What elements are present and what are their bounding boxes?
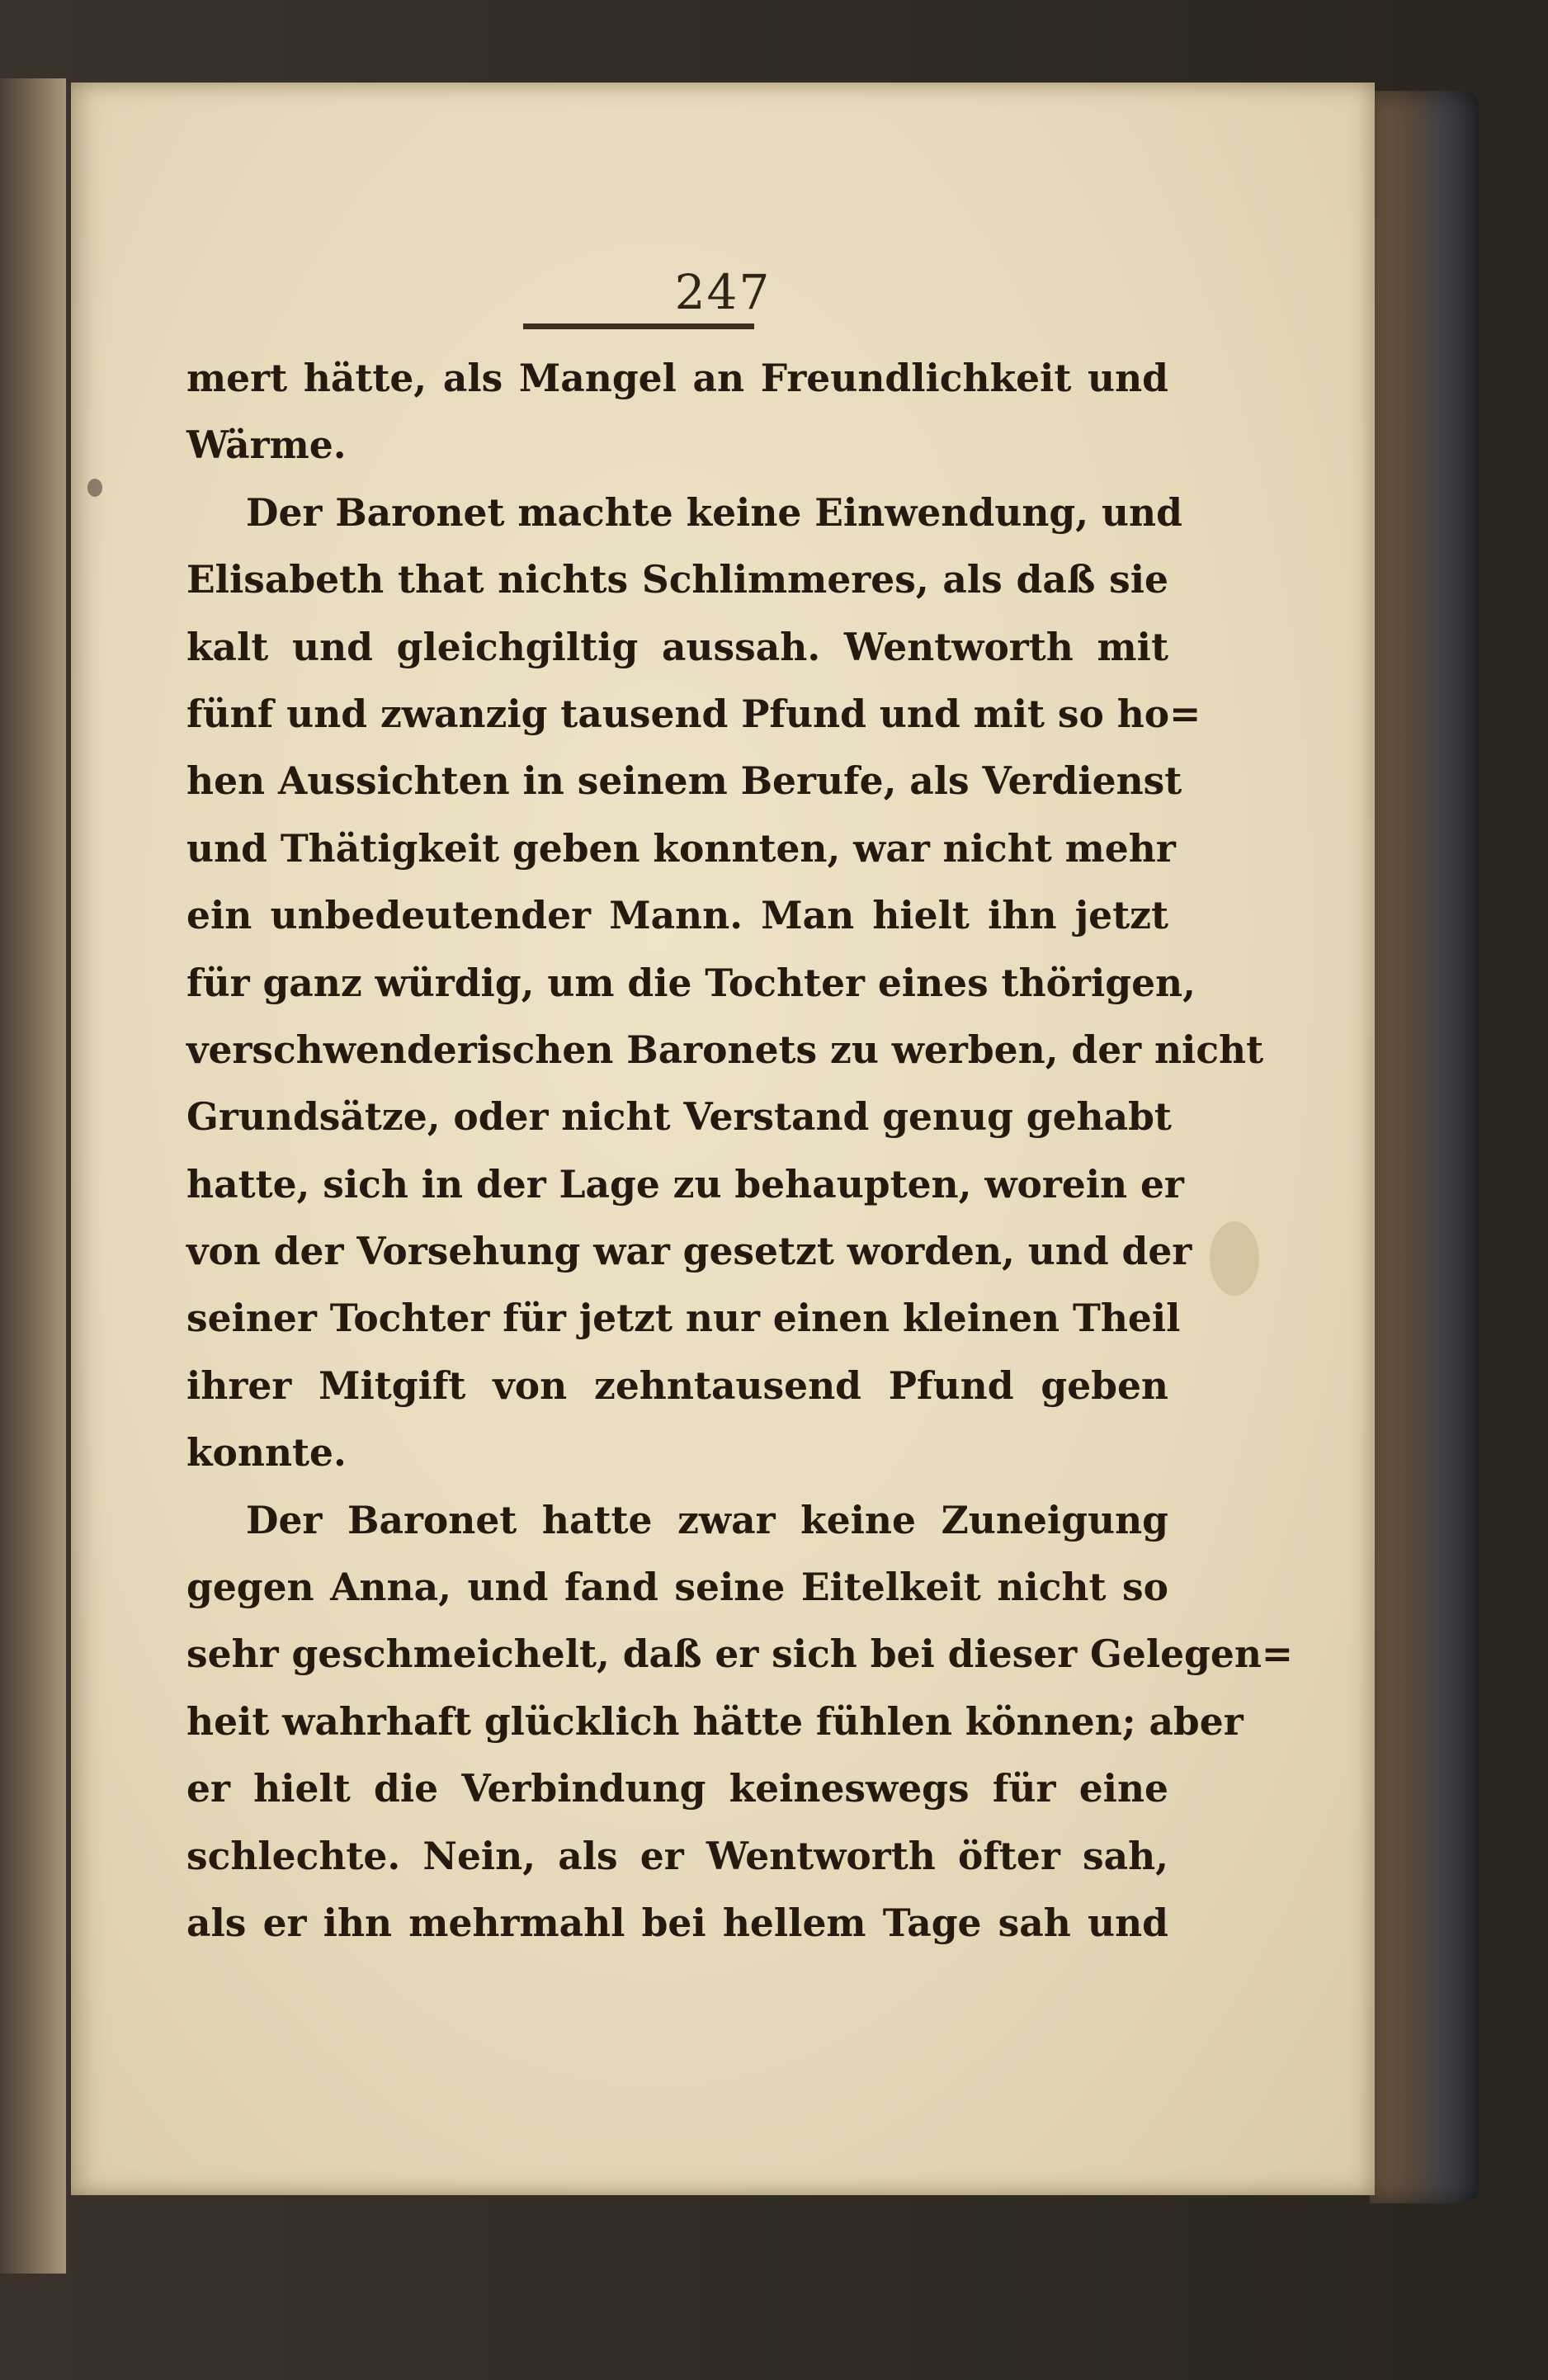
text-line: für ganz würdig, um die Tochter eines thörigen, bbox=[186, 960, 1196, 1005]
header-rule bbox=[523, 323, 754, 329]
text-line: er hielt die Verbindung keineswegs für eine bbox=[186, 1766, 1168, 1811]
text-line: ein unbedeutender Mann. Man hielt ihn jetzt bbox=[186, 893, 1168, 938]
text-line: gegen Anna, und fand seine Eitelkeit nicht so bbox=[186, 1565, 1168, 1610]
text-line: kalt und gleichgiltig aussah. Wentworth mit bbox=[186, 624, 1168, 669]
text-line: ihrer Mitgift von zehntausend Pfund geben bbox=[186, 1362, 1168, 1408]
text-line: sehr geschmeichelt, daß er sich bei dieser Gelegen= bbox=[186, 1632, 1294, 1677]
text-line: Elisabeth that nichts Schlimmeres, als daß sie bbox=[186, 557, 1168, 602]
text-line: Grundsätze, oder nicht Verstand genug gehabt bbox=[186, 1094, 1172, 1140]
paper-stain bbox=[1210, 1221, 1259, 1296]
text-line: Der Baronet machte keine Einwendung, und bbox=[246, 489, 1182, 535]
text-line: seiner Tochter für jetzt nur einen kleinen Theil bbox=[186, 1296, 1181, 1341]
text-line: als er ihn mehrmahl bei hellem Tage sah und bbox=[186, 1900, 1168, 1945]
text-line: fünf und zwanzig tausend Pfund und mit so ho= bbox=[186, 691, 1201, 736]
text-line: Der Baronet hatte zwar keine Zuneigung bbox=[246, 1497, 1168, 1542]
page-number: 247 bbox=[674, 264, 772, 320]
text-line: mert hätte, als Mangel an Freundlichkeit und bbox=[186, 356, 1168, 400]
text-line: und Thätigkeit geben konnten, war nicht mehr bbox=[186, 825, 1176, 871]
text-line: hen Aussichten in seinem Berufe, als Verdienst bbox=[186, 758, 1182, 804]
book-page bbox=[71, 83, 1375, 2195]
facing-page-edge bbox=[0, 78, 68, 2274]
text-line: Wärme. bbox=[186, 423, 347, 468]
body-text bbox=[186, 345, 1294, 1957]
paper-stain bbox=[87, 479, 102, 497]
book-cover-board bbox=[1370, 91, 1479, 2203]
text-line: hatte, sich in der Lage zu behaupten, worein er bbox=[186, 1161, 1184, 1207]
text-line: heit wahrhaft glücklich hätte fühlen können; aber bbox=[186, 1698, 1244, 1744]
text-line: schlechte. Nein, als er Wentworth öfter sah, bbox=[186, 1833, 1168, 1878]
text-line: verschwenderischen Baronets zu werben, der nicht bbox=[186, 1027, 1264, 1072]
text-line: von der Vorsehung war gesetzt worden, und der bbox=[186, 1229, 1192, 1274]
text-line: konnte. bbox=[186, 1430, 347, 1476]
